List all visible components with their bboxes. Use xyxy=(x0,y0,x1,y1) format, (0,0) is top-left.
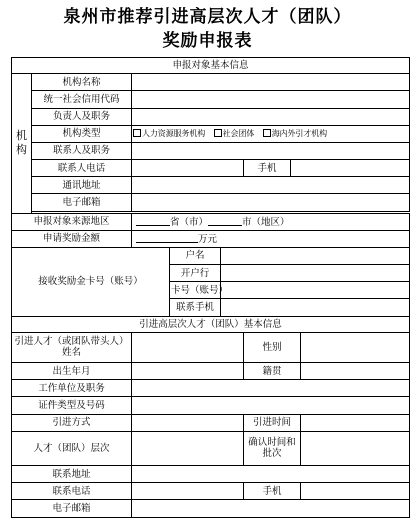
label-contact: 联系人及职务 xyxy=(32,142,132,159)
org-type-option-social[interactable]: 社会团体 xyxy=(214,129,255,138)
field-talent-address[interactable] xyxy=(132,466,410,483)
field-talent-phone[interactable] xyxy=(132,483,244,500)
field-bank-name[interactable] xyxy=(221,265,410,282)
label-org-type: 机构类型 xyxy=(32,125,132,142)
field-level[interactable] xyxy=(132,431,244,465)
city-blank[interactable] xyxy=(208,216,242,226)
label-talent-phone: 联系电话 xyxy=(12,483,132,500)
form-title: 泉州市推荐引进高层次人才（团队） xyxy=(63,7,352,27)
label-card-no: 卡号（账号） xyxy=(170,282,221,299)
field-id-type[interactable] xyxy=(132,397,410,414)
label-credit-code: 统一社会信用代码 xyxy=(32,91,132,108)
field-confirm[interactable] xyxy=(301,431,410,465)
label-bank-phone: 联系手机 xyxy=(170,299,221,316)
label-mobile: 手机 xyxy=(244,160,291,177)
label-native: 籍贯 xyxy=(244,363,301,380)
field-gender[interactable] xyxy=(301,332,410,362)
section-header-talent: 引进高层次人才（团队）基本信息 xyxy=(12,316,410,332)
label-intro-time: 引进时间 xyxy=(244,414,301,431)
field-intro-time[interactable] xyxy=(301,414,410,431)
field-address[interactable] xyxy=(132,177,410,194)
field-talent-name[interactable] xyxy=(132,332,244,362)
label-confirm: 确认时间和批次 xyxy=(244,431,301,465)
label-talent-mobile: 手机 xyxy=(244,483,301,500)
label-gender: 性别 xyxy=(244,332,301,362)
label-org-name: 机构名称 xyxy=(32,74,132,91)
label-bank-account: 接收奖励金卡号（账号） xyxy=(12,247,170,316)
field-card-no[interactable] xyxy=(221,282,410,299)
field-talent-email[interactable] xyxy=(132,500,410,518)
label-birth: 出生年月 xyxy=(12,363,132,380)
label-address: 通讯地址 xyxy=(32,177,132,194)
field-account-name[interactable] xyxy=(221,247,410,264)
amount-blank[interactable] xyxy=(136,233,198,243)
field-mobile[interactable] xyxy=(291,160,410,177)
org-type-option-overseas[interactable]: 海内外引才机构 xyxy=(263,129,327,138)
org-type-options xyxy=(132,125,410,142)
label-amount: 申请奖励金额 xyxy=(12,230,132,247)
label-method: 引进方式 xyxy=(12,414,132,431)
org-type-option-hr[interactable]: 人力资源服务机构 xyxy=(133,129,205,138)
province-blank[interactable] xyxy=(136,216,170,226)
field-bank-phone[interactable] xyxy=(221,299,410,316)
label-contact-phone: 联系人电话 xyxy=(32,160,132,177)
form-subtitle: 奖励申报表 xyxy=(162,31,253,51)
label-legal-rep: 负责人及职务 xyxy=(32,108,132,125)
label-account-name: 户名 xyxy=(170,247,221,264)
label-region: 申报对象来源地区 xyxy=(12,213,132,230)
section-header-applicant: 申报对象基本信息 xyxy=(12,58,410,74)
checkbox[interactable] xyxy=(133,129,141,137)
checkbox[interactable] xyxy=(214,129,222,137)
label-id-type: 证件类型及号码 xyxy=(12,397,132,414)
label-level: 人才（团队）层次 xyxy=(12,431,132,465)
label-employer: 工作单位及职务 xyxy=(12,380,132,397)
label-talent-address: 联系地址 xyxy=(12,466,132,483)
field-org-name[interactable] xyxy=(132,74,410,91)
field-employer[interactable] xyxy=(132,380,410,397)
label-talent-email: 电子邮箱 xyxy=(12,500,132,518)
label-email: 电子邮箱 xyxy=(32,194,132,211)
field-credit-code[interactable] xyxy=(132,91,410,108)
checkbox[interactable] xyxy=(263,129,271,137)
field-contact[interactable] xyxy=(132,142,410,159)
field-email[interactable] xyxy=(132,194,410,211)
org-group-label: 机构 xyxy=(12,74,32,213)
field-birth[interactable] xyxy=(132,363,244,380)
application-form-table xyxy=(11,57,410,518)
field-method[interactable] xyxy=(132,414,244,431)
field-talent-mobile[interactable] xyxy=(301,483,410,500)
field-contact-phone[interactable] xyxy=(132,160,244,177)
label-talent-name: 引进人才（或团队带头人）姓名 xyxy=(12,332,132,362)
field-amount[interactable]: 万元 xyxy=(132,230,410,247)
field-native[interactable] xyxy=(301,363,410,380)
field-region[interactable]: 省（市） 市（地区） xyxy=(132,213,410,230)
field-legal-rep[interactable] xyxy=(132,108,410,125)
label-bank-name: 开户行 xyxy=(170,265,221,282)
